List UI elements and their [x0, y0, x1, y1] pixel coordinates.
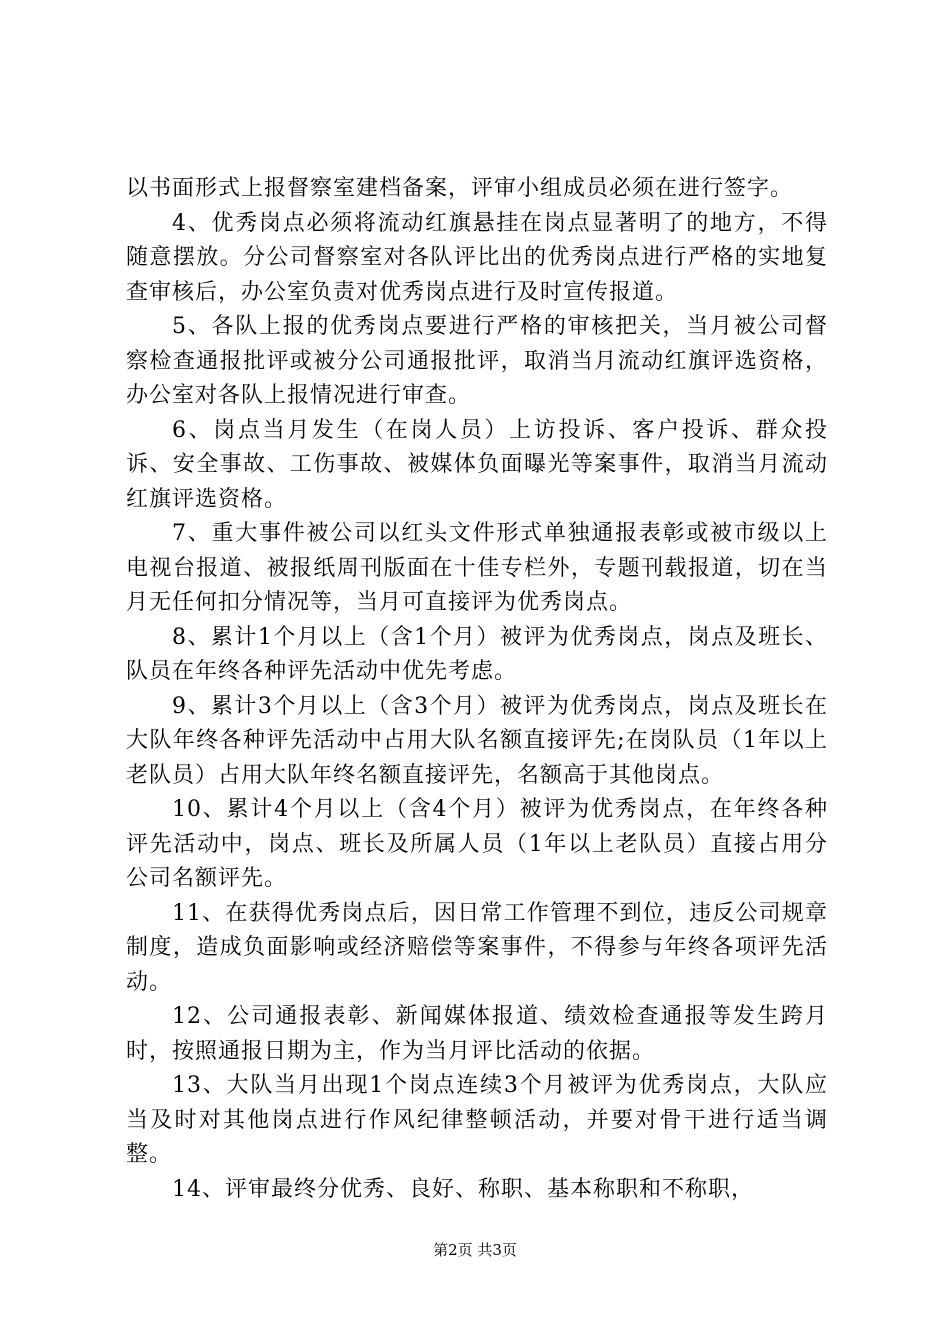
paragraph-continuation: 以书面形式上报督察室建档备案，评审小组成员必须在进行签字。 — [126, 176, 794, 201]
paragraph-item-5: 5、各队上报的优秀岗点要进行严格的审核把关，当月被公司督察检查通报批评或被分公司通报批评，取消当月流动红旗评选资格，办公室对各队上报情况进行审查。 — [126, 314, 828, 408]
paragraph-item-13: 13、大队当月出现1个岗点连续3个月被评为优秀岗点，大队应当及时对其他岗点进行作风纪律整顿活动，并要对骨干进行适当调整。 — [126, 1073, 828, 1167]
page-number-footer: 第2页 共3页 — [433, 1241, 517, 1259]
paragraph-item-6: 6、岗点当月发生（在岗人员）上访投诉、客户投诉、群众投诉、安全事故、工伤事故、被媒体负面曝光等案事件，取消当月流动红旗评选资格。 — [126, 417, 828, 512]
paragraph-item-9: 9、累计3个月以上（含3个月）被评为优秀岗点，岗点及班长在大队年终各种评先活动中占用大队名额直接评先;在岗队员（1年以上老队员）占用大队年终名额直接评先，名额高于其他岗点。 — [126, 693, 828, 788]
paragraph-item-4: 4、优秀岗点必须将流动红旗悬挂在岗点显著明了的地方，不得随意摆放。分公司督察室对各队评比出的优秀岗点进行严格的实地复查审核后，办公室负责对优秀岗点进行及时宣传报道。 — [126, 210, 828, 305]
paragraph-item-11: 11、在获得优秀岗点后，因日常工作管理不到位，违反公司规章制度，造成负面影响或经济赔偿等案事件，不得参与年终各项评先活动。 — [126, 900, 828, 995]
paragraph-item-7: 7、重大事件被公司以红头文件形式单独通报表彰或被市级以上电视台报道、被报纸周刊版面在十佳专栏外，专题刊载报道，切在当月无任何扣分情况等，当月可直接评为优秀岗点。 — [126, 521, 828, 615]
paragraph-item-8: 8、累计1个月以上（含1个月）被评为优秀岗点，岗点及班长、队员在年终各种评先活动中优先考虑。 — [126, 624, 828, 684]
paragraph-item-12: 12、公司通报表彰、新闻媒体报道、绩效检查通报等发生跨月时，按照通报日期为主，作为当月评比活动的依据。 — [126, 1004, 828, 1064]
paragraph-item-10: 10、累计4个月以上（含4个月）被评为优秀岗点，在年终各种评先活动中，岗点、班长及所属人员（1年以上老队员）直接占用分公司名额评先。 — [126, 797, 828, 891]
paragraph-item-14: 14、评审最终分优秀、良好、称职、基本称职和不称职， — [172, 1176, 754, 1202]
document-body — [126, 172, 828, 1207]
